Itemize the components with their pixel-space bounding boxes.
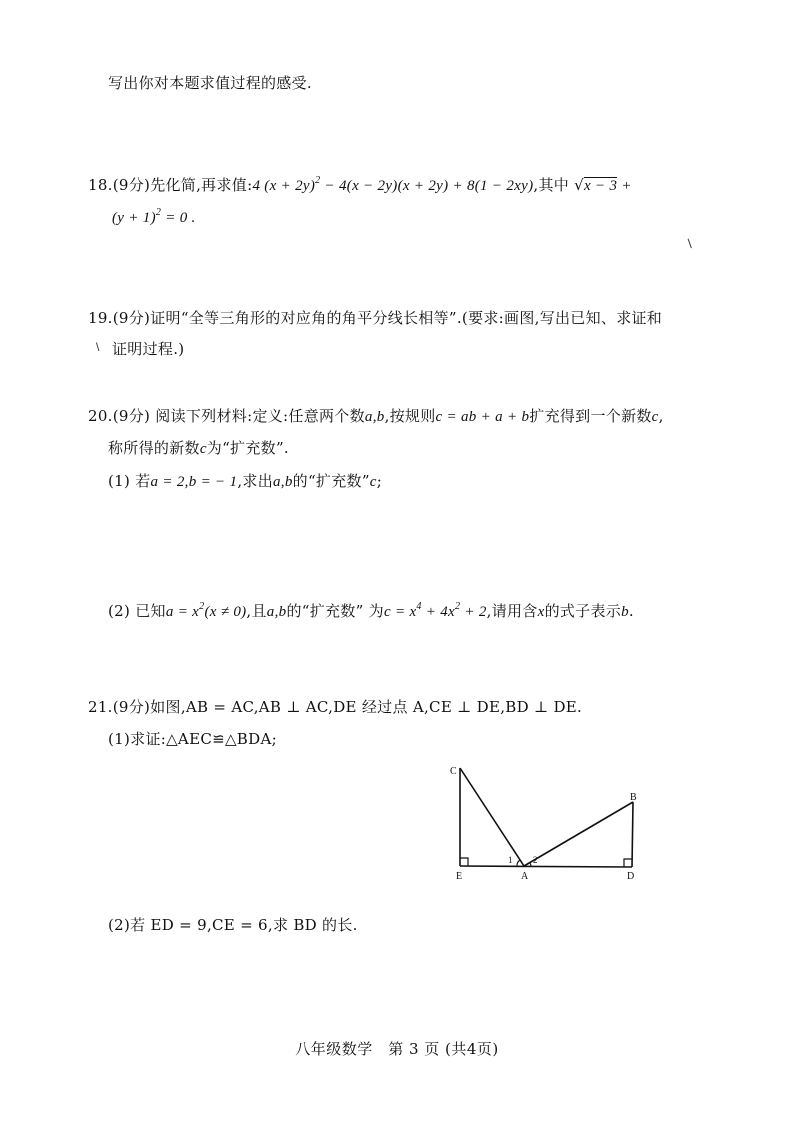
math-expression: c = ab + a + b: [435, 409, 530, 425]
math-variable: c: [651, 409, 659, 425]
question-20-part-1: [108, 470, 382, 493]
segment-ed: [460, 866, 632, 867]
sqrt-radicand: x − 3: [584, 178, 618, 194]
math-expression: a = 2,b = − 1: [150, 474, 238, 490]
question-text: 如图,AB = AC,AB ⊥ AC,DE 经过点 A,CE ⊥ DE,BD ⊥ DE.: [150, 698, 583, 716]
exponent: 2: [199, 601, 205, 612]
angle-arc-2: [530, 863, 531, 866]
label-b: B: [630, 792, 637, 803]
question-19-line-2: 证明过程.): [112, 340, 185, 358]
question-text: 为“扩充数”.: [206, 439, 289, 457]
segment-bd: [632, 802, 633, 867]
math-variable: c: [199, 441, 207, 457]
stray-pen-mark: \: [96, 340, 100, 354]
math-expression: a = x: [165, 604, 200, 620]
question-number: 20.: [88, 407, 113, 425]
math-variable: b: [621, 604, 629, 620]
question-text: .: [628, 602, 634, 620]
question-19-line-1: [88, 307, 662, 329]
angle-arc-1: [517, 860, 520, 866]
right-angle-mark-d: [624, 859, 632, 867]
question-text: 的式子表示: [544, 602, 622, 620]
math-variable: a,b: [266, 604, 287, 620]
question-text: ,请用含: [486, 602, 538, 620]
intro-text: 写出你对本题求值过程的感受.: [108, 74, 312, 92]
math-expression: c = x: [383, 604, 417, 620]
question-18-line-2: [112, 206, 196, 229]
question-score: (9分): [112, 176, 151, 194]
exponent: 4: [416, 601, 422, 612]
part-label: (2): [108, 602, 131, 620]
right-angle-mark-e: [460, 858, 468, 866]
math-variable: a,b: [364, 409, 385, 425]
math-variable: a,b: [273, 474, 293, 490]
label-a: A: [521, 871, 529, 882]
math-expression: + 4x: [421, 604, 455, 620]
math-expression: = 0 .: [161, 210, 196, 226]
math-expression: + 2: [460, 604, 487, 620]
segment-ca: [460, 768, 524, 866]
question-20-line-1: [88, 405, 664, 428]
question-text: ,: [658, 407, 664, 425]
question-21-part-1: (1)求证:△AEC≌△BDA;: [108, 730, 277, 748]
question-text: ,按规则: [384, 407, 436, 425]
question-text: 证明“全等三角形的对应角的角平分线长相等”.(要求:画图,写出已知、求证和: [150, 309, 663, 327]
label-c: C: [450, 766, 457, 777]
question-21-line-1: [88, 696, 582, 718]
question-text: ,求出: [237, 472, 273, 490]
question-number: 18.: [88, 176, 113, 194]
angle-label-2: 2: [533, 855, 538, 865]
part-label: (1): [108, 472, 131, 490]
question-text: 阅读下列材料:定义:任意两个数: [150, 407, 365, 425]
math-expression: (y + 1): [112, 210, 156, 226]
question-text: 若: [135, 472, 151, 490]
question-text: ;: [376, 472, 383, 490]
question-text: 已知: [135, 602, 166, 620]
question-text: 先化简,再求值:: [150, 176, 253, 194]
math-expression: (x ≠ 0): [204, 604, 247, 620]
math-variable: c: [369, 474, 377, 490]
sqrt-symbol: √: [574, 176, 584, 194]
exponent: 2: [155, 207, 162, 218]
math-variable: x: [537, 604, 545, 620]
question-score: (9分): [112, 698, 151, 716]
question-text: 的“扩充数”: [292, 472, 370, 490]
question-score: (9分): [112, 407, 151, 425]
question-18-line-1: [88, 174, 632, 197]
math-expression: 4 (x + 2y): [252, 178, 316, 194]
exponent: 2: [315, 175, 321, 186]
question-20-part-2: [108, 600, 634, 623]
question-score: (9分): [112, 309, 151, 327]
question-text: 的“扩充数” 为: [286, 602, 384, 620]
math-expression: +: [617, 178, 632, 194]
question-text: ,其中: [533, 176, 575, 194]
question-text: 称所得的新数: [108, 439, 200, 457]
question-20-line-2: [108, 437, 289, 460]
label-d: D: [627, 871, 635, 882]
question-text: ,且: [246, 602, 267, 620]
page-footer: 八年级数学 第 3 页 (共4页): [295, 1040, 499, 1058]
question-21-part-2: (2)若 ED = 9,CE = 6,求 BD 的长.: [108, 916, 358, 934]
stray-pen-mark: /: [684, 236, 696, 251]
question-number: 19.: [88, 309, 113, 327]
question-number: 21.: [88, 698, 113, 716]
angle-label-1: 1: [508, 855, 513, 865]
geometry-figure: [440, 755, 660, 885]
question-text: 扩充得到一个新数: [529, 407, 652, 425]
segment-ab: [524, 802, 633, 866]
exponent: 2: [455, 601, 461, 612]
math-expression: − 4(x − 2y)(x + 2y) + 8(1 − 2xy): [320, 178, 534, 194]
label-e: E: [456, 871, 463, 882]
